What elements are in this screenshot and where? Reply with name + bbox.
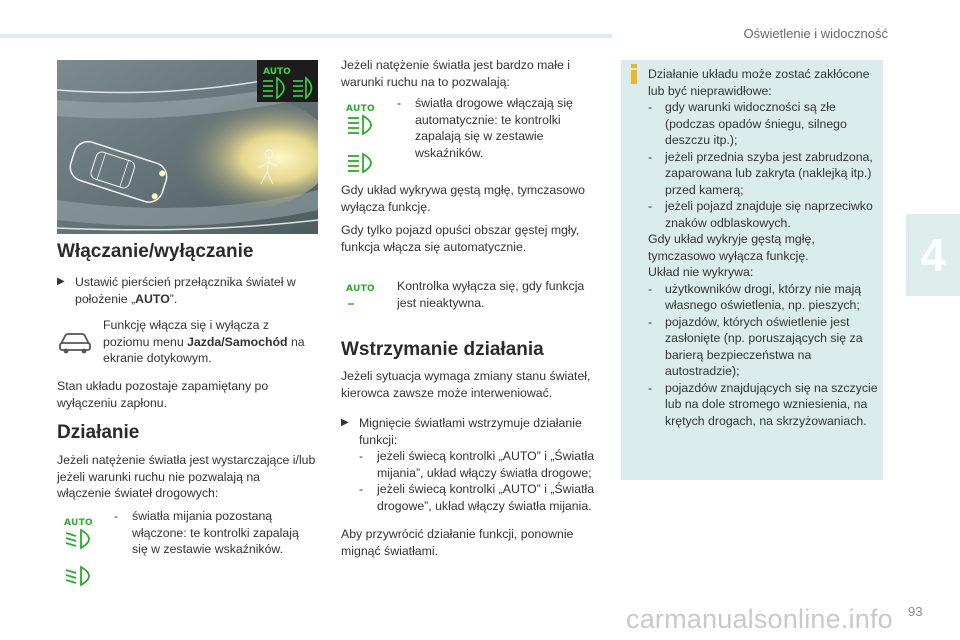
dipped-beam-icon-2 [64, 565, 100, 587]
dipped-text: - światła mijania pozostaną włączone: te kontrolki zapalają się w zestawie wskaźników. [114, 509, 299, 556]
fog-exit-text: Gdy tylko pojazd opuści obszar gęstej mgły, funkcja włącza się automatycznie. [341, 223, 580, 254]
step-marker-icon: ▶ [57, 276, 65, 287]
svg-text:AUTO: AUTO [263, 67, 291, 77]
info-text: Działanie układu może zostać zakłócone lub być nieprawidłowe: - gdy warunki widoczności są złe (podczas opadów śniegu, silnego deszczu itp.); - jeżeli przednia szyba jest zabrudzona, zaparowana lub zakryta (naklejką itp.) przed kamerą; - jeżeli pojazd znajduje się naprzeciwko znaków odblaskowych. Gdy układ wykryje gęstą mgłę, tymczasowo wyłącza funkcję. Układ nie wykrywa: - użytkowników drogi, którzy nie mają własnego oświetlenia, np. pieszych; - pojazdów, których oświetlenie jest zasłonięte (np. poruszających się za barierą bezpieczeństwa na autostradzie); - pojazdów znajdujących się na szczycie lub na dole stromego wzniesienia, na krętych drogach, na skrzyżowaniach. [648, 67, 878, 428]
section-title: Oświetlenie i widoczność [743, 26, 888, 41]
restore-text: Aby przywrócić działanie funkcji, ponownie mignąć światłami. [341, 527, 574, 558]
auto-label: AUTO [346, 104, 375, 114]
auto-inactive-icon [346, 284, 382, 306]
auto-label: AUTO [64, 518, 93, 528]
watermark: carmanualsonline.info [626, 604, 893, 634]
auto-dipped-icon [64, 518, 100, 550]
auto-label-inactive: AUTO [346, 284, 375, 294]
inactive-text: Kontrolka wyłącza się, gdy funkcja jest nieaktywna. [397, 279, 585, 310]
chapter-number: 4 [920, 229, 946, 281]
car-touchscreen-icon [58, 330, 92, 354]
main-beam-icon [346, 114, 382, 136]
flash-block: ▶ Mignięcie światłami wstrzymuje działanie funkcji: - jeżeli świecą kontrolki „AUTO” i „Światła mijania”, układ włączy światła drogowe; - jeżeli świecą kontrolki „AUTO” i „Światła drogowe”, układ włączy światła mijania. [341, 416, 595, 513]
auto-main-beam-icon [346, 104, 382, 136]
on-off-step: ▶ Ustawić pierścień przełącznika świateł w położenie „AUTO”. [57, 275, 296, 306]
heading-operation: Działanie [57, 422, 140, 443]
header-rule [0, 34, 612, 38]
step-marker-icon: ▶ [341, 417, 349, 428]
page-number: 93 [908, 604, 923, 619]
info-icon [628, 64, 640, 84]
state-memory-text: Stan układu pozostaje zapamiętany po wyłączeniu zapłonu. [57, 379, 269, 410]
touchscreen-text: Funkcję włącza się i wyłącza z poziomu menu Jazda/Samochód na ekranie dotykowym. [103, 318, 305, 365]
chapter-tab [906, 214, 960, 296]
heading-on-off: Włączanie/wyłączanie [57, 241, 254, 262]
suspend-text: Jeżeli sytuacja wymaga zmiany stanu świateł, kierowca zawsze może interweniować. [341, 369, 591, 400]
headlight-beam-illustration [57, 60, 318, 234]
fog-text: Gdy układ wykrywa gęstą mgłę, tymczasowo wyłącza funkcję. [341, 183, 585, 214]
operation-text: Jeżeli natężenie światła jest wystarczające i/lub jeżeli warunki ruchu nie pozwalają na włączenie świateł drogowych: [57, 453, 316, 500]
low-light-text: Jeżeli natężenie światła jest bardzo małe i warunki ruchu na to pozwalają: [341, 58, 570, 89]
dipped-beam-icon [64, 528, 100, 550]
main-beam-icon-2 [346, 152, 382, 174]
heading-suspend: Wstrzymanie działania [341, 339, 544, 360]
main-beam-text: - światła drogowe włączają się automatycznie: te kontrolki zapalają się w zestawie wskaźników. [397, 96, 573, 160]
